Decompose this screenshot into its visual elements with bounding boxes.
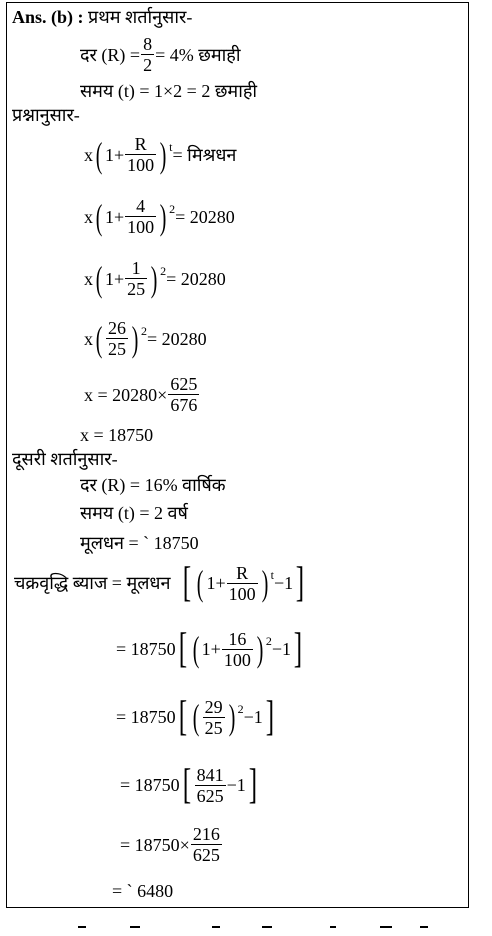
- fraction-denominator: 100: [228, 583, 256, 604]
- question-condition-label: प्रश्नानुसार-: [12, 105, 80, 125]
- minus-one: −1: [226, 775, 246, 795]
- answer-heading: [12, 6, 192, 28]
- annual-rate: दर (R) = 16% वार्षिक: [80, 475, 226, 495]
- fraction-denominator: 625: [196, 785, 224, 806]
- equation-line-17: [116, 696, 277, 738]
- right-paren: ): [131, 318, 139, 359]
- fraction-numerator: R: [134, 134, 147, 154]
- fraction-numerator: 216: [192, 824, 220, 844]
- variable-x: x: [84, 268, 93, 289]
- right-paren: ): [159, 196, 167, 237]
- left-bracket: [: [178, 694, 187, 740]
- fraction-numerator: 26: [108, 318, 126, 338]
- exponent: 2: [237, 702, 244, 716]
- one-plus: 1+: [206, 573, 226, 593]
- one-plus: 1+: [201, 639, 221, 659]
- equation-lhs: = 18750: [116, 707, 176, 727]
- principal-result: x = 18750: [80, 425, 154, 445]
- minus-one: −1: [271, 639, 291, 659]
- fraction-numerator: 8: [143, 34, 153, 54]
- fraction-denominator: 25: [108, 339, 126, 359]
- fraction-denominator: 25: [127, 279, 146, 299]
- left-paren: (: [197, 563, 204, 603]
- fraction-denominator: 2: [143, 55, 153, 75]
- principal-amount: मूलधन = ` 18750: [80, 533, 199, 553]
- equation-line-16: [116, 628, 305, 670]
- rate-fraction: [227, 563, 258, 604]
- one-plus: 1+: [105, 268, 125, 289]
- equation-line-6: [84, 196, 235, 237]
- fraction-numerator: 4: [136, 196, 146, 216]
- one-plus: 1+: [105, 144, 125, 165]
- left-paren: (: [95, 134, 103, 175]
- rate-fraction: [222, 629, 253, 670]
- left-bracket: [: [182, 762, 191, 808]
- ratio-fraction: [203, 697, 225, 738]
- left-bracket: [: [178, 626, 187, 672]
- left-bracket: [: [183, 560, 192, 606]
- variable-x: x: [84, 144, 93, 165]
- ratio-fraction: [106, 318, 128, 359]
- left-paren: (: [192, 629, 199, 669]
- fraction-numerator: R: [236, 562, 249, 583]
- rate-fraction: [125, 258, 147, 299]
- rate-label: दर (R) =: [80, 44, 141, 65]
- fraction-denominator: 100: [127, 217, 155, 237]
- equation-lhs: = 18750: [120, 775, 180, 795]
- fraction-numerator: 16: [228, 628, 247, 649]
- equation-rhs: = 20280: [147, 328, 207, 349]
- ratio-fraction: [191, 824, 222, 865]
- ratio-fraction: [168, 374, 199, 415]
- right-paren: ): [228, 697, 235, 737]
- rate-fraction: [141, 34, 154, 75]
- fraction-numerator: 841: [196, 764, 224, 785]
- left-paren: (: [192, 697, 199, 737]
- compound-interest-formula: [14, 562, 307, 604]
- right-bracket: ]: [293, 626, 303, 672]
- left-paren: (: [95, 318, 103, 359]
- exponent: t: [270, 568, 274, 582]
- right-bracket: ]: [248, 762, 258, 808]
- fraction-denominator: 25: [204, 717, 223, 738]
- fraction-numerator: 1: [131, 258, 141, 278]
- exponent: 2: [265, 634, 272, 648]
- equation-line-8: [84, 318, 207, 359]
- final-answer: = ` 6480: [112, 881, 174, 901]
- right-paren: ): [150, 258, 158, 299]
- compound-interest-label: चक्रवृद्धि ब्याज = मूलधन: [14, 573, 171, 593]
- minus-one: −1: [243, 707, 263, 727]
- rate-equation: [80, 34, 241, 75]
- right-paren: ): [261, 563, 268, 603]
- right-paren: ): [159, 134, 167, 175]
- answer-label: Ans. (b) :: [12, 7, 84, 27]
- equation-lhs: = 18750×: [120, 834, 190, 855]
- equation-line-18: [120, 764, 260, 806]
- exponent: 2: [169, 201, 176, 216]
- time-years: समय (t) = 2 वर्ष: [80, 503, 188, 523]
- first-condition-label: प्रथम शर्तानुसार-: [88, 7, 193, 27]
- right-paren: ): [256, 629, 264, 669]
- equation-lhs: x = 20280×: [84, 384, 168, 405]
- time-equation: समय (t) = 1×2 = 2 छमाही: [80, 81, 258, 101]
- cropped-text-fragments: [0, 922, 480, 936]
- exponent: 2: [160, 263, 167, 278]
- equation-rhs: = 20280: [175, 206, 235, 227]
- fraction-denominator: 100: [127, 155, 155, 175]
- fraction-numerator: 29: [204, 696, 223, 717]
- equation-line-9: [84, 374, 200, 415]
- equation-line-7: [84, 258, 226, 299]
- fraction-denominator: 676: [170, 395, 198, 415]
- equation-lhs: = 18750: [116, 639, 176, 659]
- second-condition-label: दूसरी शर्तानुसार-: [12, 449, 118, 469]
- fraction-denominator: 100: [223, 649, 251, 670]
- variable-x: x: [84, 206, 93, 227]
- equation-rhs: = 20280: [166, 268, 226, 289]
- ratio-fraction: [195, 765, 226, 806]
- variable-x: x: [84, 328, 93, 349]
- exponent: 2: [141, 323, 147, 338]
- exponent: t: [169, 139, 173, 154]
- fraction-denominator: 625: [192, 845, 220, 865]
- right-bracket: ]: [265, 694, 275, 740]
- right-bracket: ]: [295, 560, 305, 606]
- equation-line-19: [120, 824, 223, 865]
- one-plus: 1+: [105, 206, 125, 227]
- equation-rhs: = मिश्रधन: [172, 144, 237, 165]
- rate-result: = 4% छमाही: [155, 44, 241, 65]
- rate-fraction: [125, 196, 156, 237]
- left-paren: (: [95, 258, 103, 299]
- fraction-numerator: 625: [170, 374, 198, 394]
- minus-one: −1: [273, 573, 294, 593]
- rate-fraction: [125, 134, 156, 175]
- compound-formula: [84, 134, 236, 175]
- left-paren: (: [95, 196, 103, 237]
